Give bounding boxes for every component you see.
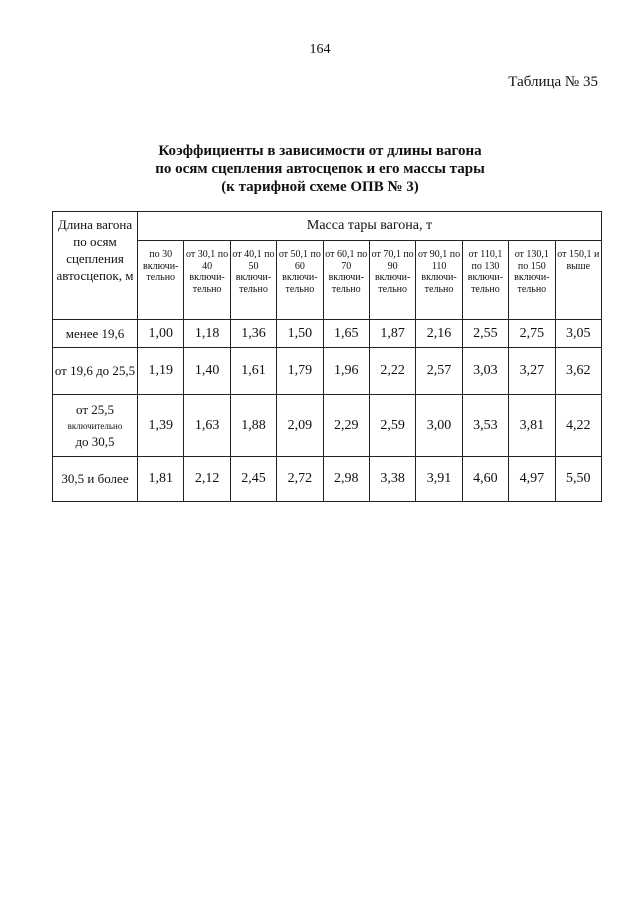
column-header: от 50,1 по 60 включи-тельно xyxy=(277,241,323,320)
column-header: от 30,1 по 40 включи-тельно xyxy=(184,241,230,320)
coefficient-cell: 2,57 xyxy=(416,348,462,395)
coefficient-cell: 3,81 xyxy=(509,395,555,457)
table-row xyxy=(53,395,602,457)
coefficient-cell: 1,81 xyxy=(138,457,184,502)
title-line: Коэффициенты в зависимости от длины вагона xyxy=(158,143,482,159)
coefficient-cell: 2,59 xyxy=(369,395,415,457)
column-header: от 40,1 по 50 включи-тельно xyxy=(230,241,276,320)
coefficient-cell: 2,55 xyxy=(462,320,508,348)
title-line: (к тарифной схеме ОПВ № 3) xyxy=(221,179,419,195)
coefficient-cell: 1,87 xyxy=(369,320,415,348)
column-header: от 150,1 и выше xyxy=(555,241,601,320)
coefficient-cell: 3,00 xyxy=(416,395,462,457)
table-title xyxy=(0,142,640,196)
column-header: от 70,1 по 90 включи-тельно xyxy=(369,241,415,320)
page-number: 164 xyxy=(309,42,331,57)
coefficient-cell: 1,65 xyxy=(323,320,369,348)
column-header: от 130,1 по 150 включи-тельно xyxy=(509,241,555,320)
column-header: от 60,1 по 70 включи-тельно xyxy=(323,241,369,320)
coefficient-cell: 2,12 xyxy=(184,457,230,502)
title-line: по осям сцепления автосцепок и его массы тары xyxy=(155,161,485,177)
row-label: менее 19,6 xyxy=(53,320,138,348)
row-label xyxy=(53,395,138,457)
coefficient-cell: 2,75 xyxy=(509,320,555,348)
column-header: от 90,1 по 110 включи-тельно xyxy=(416,241,462,320)
coefficient-cell: 1,36 xyxy=(230,320,276,348)
coefficient-cell: 1,00 xyxy=(138,320,184,348)
coefficient-cell: 3,62 xyxy=(555,348,601,395)
row-label-part: до 30,5 xyxy=(75,433,115,449)
coefficient-cell: 5,50 xyxy=(555,457,601,502)
table-row xyxy=(53,457,602,502)
coefficient-cell: 3,27 xyxy=(509,348,555,395)
column-header: по 30 включи-тельно xyxy=(138,241,184,320)
coefficient-cell: 3,91 xyxy=(416,457,462,502)
coefficient-cell: 3,03 xyxy=(462,348,508,395)
coefficient-cell: 1,88 xyxy=(230,395,276,457)
row-label: 30,5 и более xyxy=(53,457,138,502)
coefficient-cell: 1,19 xyxy=(138,348,184,395)
coefficient-cell: 2,16 xyxy=(416,320,462,348)
row-header: Длина вагона по осям сцепления автосцепок, м xyxy=(53,212,138,320)
row-label: от 19,6 до 25,5 xyxy=(53,348,138,395)
row-label-part: включительно xyxy=(67,420,123,431)
coefficient-cell: 1,50 xyxy=(277,320,323,348)
row-label-part: от 25,5 xyxy=(75,401,114,417)
coefficient-cell: 1,39 xyxy=(138,395,184,457)
coefficient-cell: 3,38 xyxy=(369,457,415,502)
coefficient-cell: 1,40 xyxy=(184,348,230,395)
coefficient-cell: 2,29 xyxy=(323,395,369,457)
coefficients-table xyxy=(52,211,602,502)
table-row xyxy=(53,320,602,348)
coefficient-cell: 1,96 xyxy=(323,348,369,395)
table-row xyxy=(53,348,602,395)
coefficient-cell: 4,60 xyxy=(462,457,508,502)
coefficient-cell: 1,63 xyxy=(184,395,230,457)
coefficient-cell: 2,98 xyxy=(323,457,369,502)
coefficient-cell: 2,45 xyxy=(230,457,276,502)
coefficient-cell: 3,53 xyxy=(462,395,508,457)
coefficient-cell: 1,79 xyxy=(277,348,323,395)
coefficient-cell: 3,05 xyxy=(555,320,601,348)
column-header: от 110,1 по 130 включи-тельно xyxy=(462,241,508,320)
coefficient-cell: 1,61 xyxy=(230,348,276,395)
coefficient-cell: 2,22 xyxy=(369,348,415,395)
coefficient-cell: 1,18 xyxy=(184,320,230,348)
mass-header: Масса тары вагона, т xyxy=(138,212,602,241)
table-number: Таблица № 35 xyxy=(508,74,598,90)
coefficient-cell: 4,22 xyxy=(555,395,601,457)
coefficient-cell: 4,97 xyxy=(509,457,555,502)
coefficient-cell: 2,09 xyxy=(277,395,323,457)
coefficient-cell: 2,72 xyxy=(277,457,323,502)
